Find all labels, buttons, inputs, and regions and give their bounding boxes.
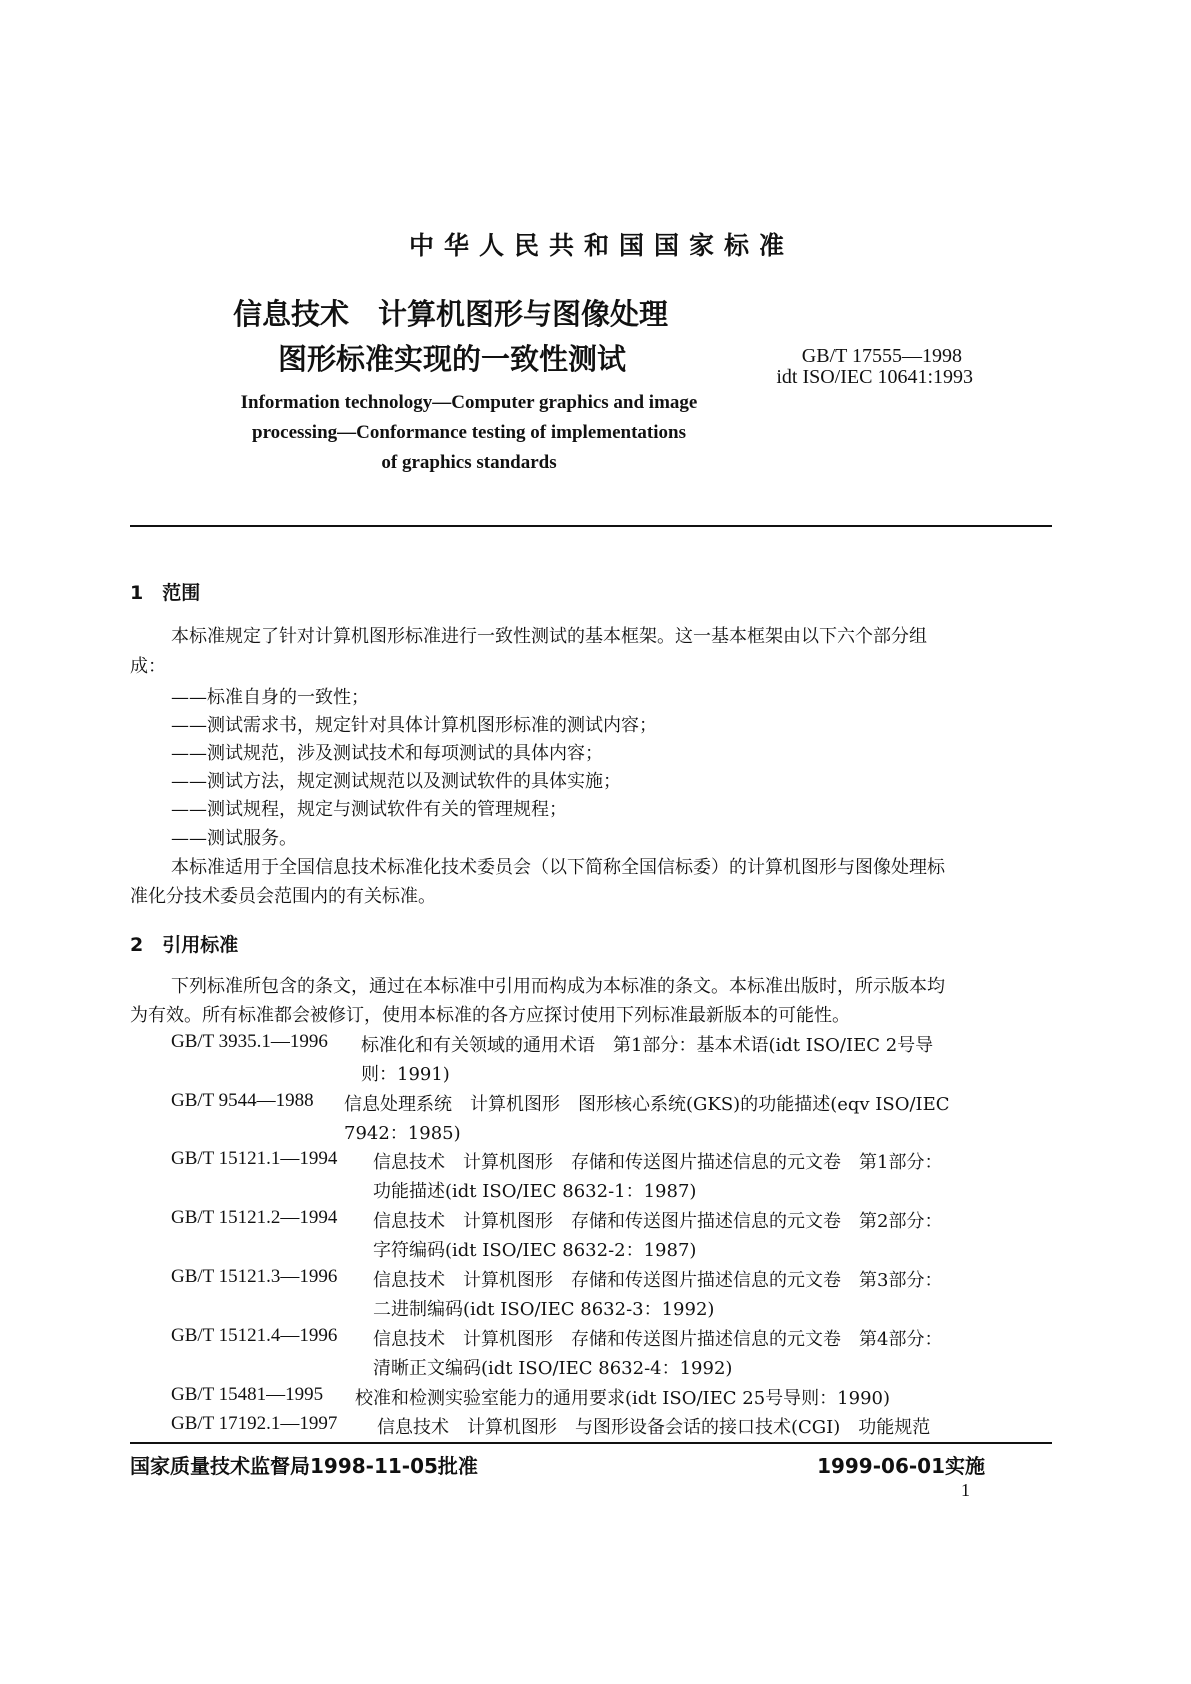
section-1-intro-line-2: 成：: [130, 656, 166, 677]
list-item: ——测试规范，涉及测试技术和每项测试的具体内容；: [171, 743, 603, 764]
reference-text-continued: 字符编码(idt ISO/IEC 8632-2：1987): [373, 1240, 697, 1261]
reference-text: 信息技术 计算机图形 存储和传送图片描述信息的元文卷 第4部分：: [373, 1329, 943, 1350]
reference-code: GB/T 15121.3—1996: [171, 1266, 338, 1287]
list-item: ——测试需求书，规定针对具体计算机图形标准的测试内容；: [171, 715, 657, 736]
reference-text-continued: 二进制编码(idt ISO/IEC 8632-3：1992): [373, 1299, 715, 1320]
reference-code: GB/T 3935.1—1996: [171, 1031, 328, 1052]
footer-divider: [130, 1442, 1052, 1444]
section-2-heading: 2 引用标准: [130, 934, 239, 956]
header-divider: [130, 525, 1052, 527]
page-number: 1: [961, 1480, 970, 1500]
reference-text: 信息技术 计算机图形 存储和传送图片描述信息的元文卷 第3部分：: [373, 1270, 943, 1291]
reference-text: 校准和检测实验室能力的通用要求(idt ISO/IEC 25号导则：1990): [355, 1388, 890, 1409]
section-1-intro-line-1: 本标准规定了针对计算机图形标准进行一致性测试的基本框架。这一基本框架由以下六个部分组: [171, 626, 927, 647]
reference-text: 标准化和有关领域的通用术语 第1部分：基本术语(idt ISO/IEC 2号导: [361, 1035, 934, 1056]
reference-text-continued: 功能描述(idt ISO/IEC 8632-1：1987): [373, 1181, 697, 1202]
standard-number: GB/T 17555—1998: [801, 345, 962, 367]
reference-item: [171, 1148, 337, 1170]
reference-code: GB/T 15121.1—1994: [171, 1148, 338, 1169]
reference-code: GB/T 15481—1995: [171, 1384, 324, 1405]
reference-item: [171, 1207, 337, 1229]
reference-item: [171, 1413, 337, 1435]
list-item: ——标准自身的一致性；: [171, 687, 369, 708]
english-title-line-2: processing—Conformance testing of implementations: [252, 422, 686, 443]
section-2-intro-line-1: 下列标准所包含的条文，通过在本标准中引用而构成为本标准的条文。本标准出版时，所示版本均: [171, 976, 945, 997]
reference-code: GB/T 9544—1988: [171, 1090, 314, 1111]
english-title-line-1: Information technology—Computer graphics and image: [240, 392, 698, 413]
reference-code: GB/T 15121.4—1996: [171, 1325, 338, 1346]
reference-text-continued: 7942：1985): [344, 1123, 461, 1144]
reference-item: [171, 1090, 314, 1112]
implementation-date: 1999-06-01实施: [817, 1454, 985, 1478]
section-1-scope-line-2: 准化分技术委员会范围内的有关标准。: [130, 886, 436, 907]
reference-item: [171, 1266, 337, 1288]
chinese-title-line-2: 图形标准实现的一致性测试: [278, 342, 627, 376]
reference-item: [171, 1031, 328, 1053]
list-item: ——测试方法，规定测试规范以及测试软件的具体实施；: [171, 771, 621, 792]
english-title-line-3: of graphics standards: [381, 452, 557, 473]
reference-text-continued: 则：1991): [361, 1064, 450, 1085]
reference-text: 信息技术 计算机图形 存储和传送图片描述信息的元文卷 第1部分：: [373, 1152, 943, 1173]
section-1-heading: 1 范围: [130, 582, 201, 604]
reference-code: GB/T 17192.1—1997: [171, 1413, 338, 1434]
approval-statement: 国家质量技术监督局1998-11-05批准: [130, 1454, 478, 1478]
reference-text: 信息处理系统 计算机图形 图形核心系统(GKS)的功能描述(eqv ISO/IEC: [344, 1094, 950, 1115]
list-item: ——测试服务。: [171, 828, 297, 849]
chinese-title-line-1: 信息技术 计算机图形与图像处理: [233, 297, 669, 331]
list-item: ——测试规程，规定与测试软件有关的管理规程；: [171, 799, 567, 820]
reference-item: [171, 1384, 323, 1406]
standard-equivalence: idt ISO/IEC 10641:1993: [776, 366, 973, 388]
reference-code: GB/T 15121.2—1994: [171, 1207, 338, 1228]
reference-text: 信息技术 计算机图形 与图形设备会话的接口技术(CGI) 功能规范: [377, 1417, 931, 1438]
national-standard-title: 中华人民共和国国家标准: [408, 231, 794, 260]
reference-text-continued: 清晰正文编码(idt ISO/IEC 8632-4：1992): [373, 1358, 733, 1379]
section-2-intro-line-2: 为有效。所有标准都会被修订，使用本标准的各方应探讨使用下列标准最新版本的可能性。: [130, 1005, 850, 1026]
section-1-scope-line-1: 本标准适用于全国信息技术标准化技术委员会（以下简称全国信标委）的计算机图形与图像处理标: [171, 857, 945, 878]
reference-item: [171, 1325, 337, 1347]
reference-text: 信息技术 计算机图形 存储和传送图片描述信息的元文卷 第2部分：: [373, 1211, 943, 1232]
